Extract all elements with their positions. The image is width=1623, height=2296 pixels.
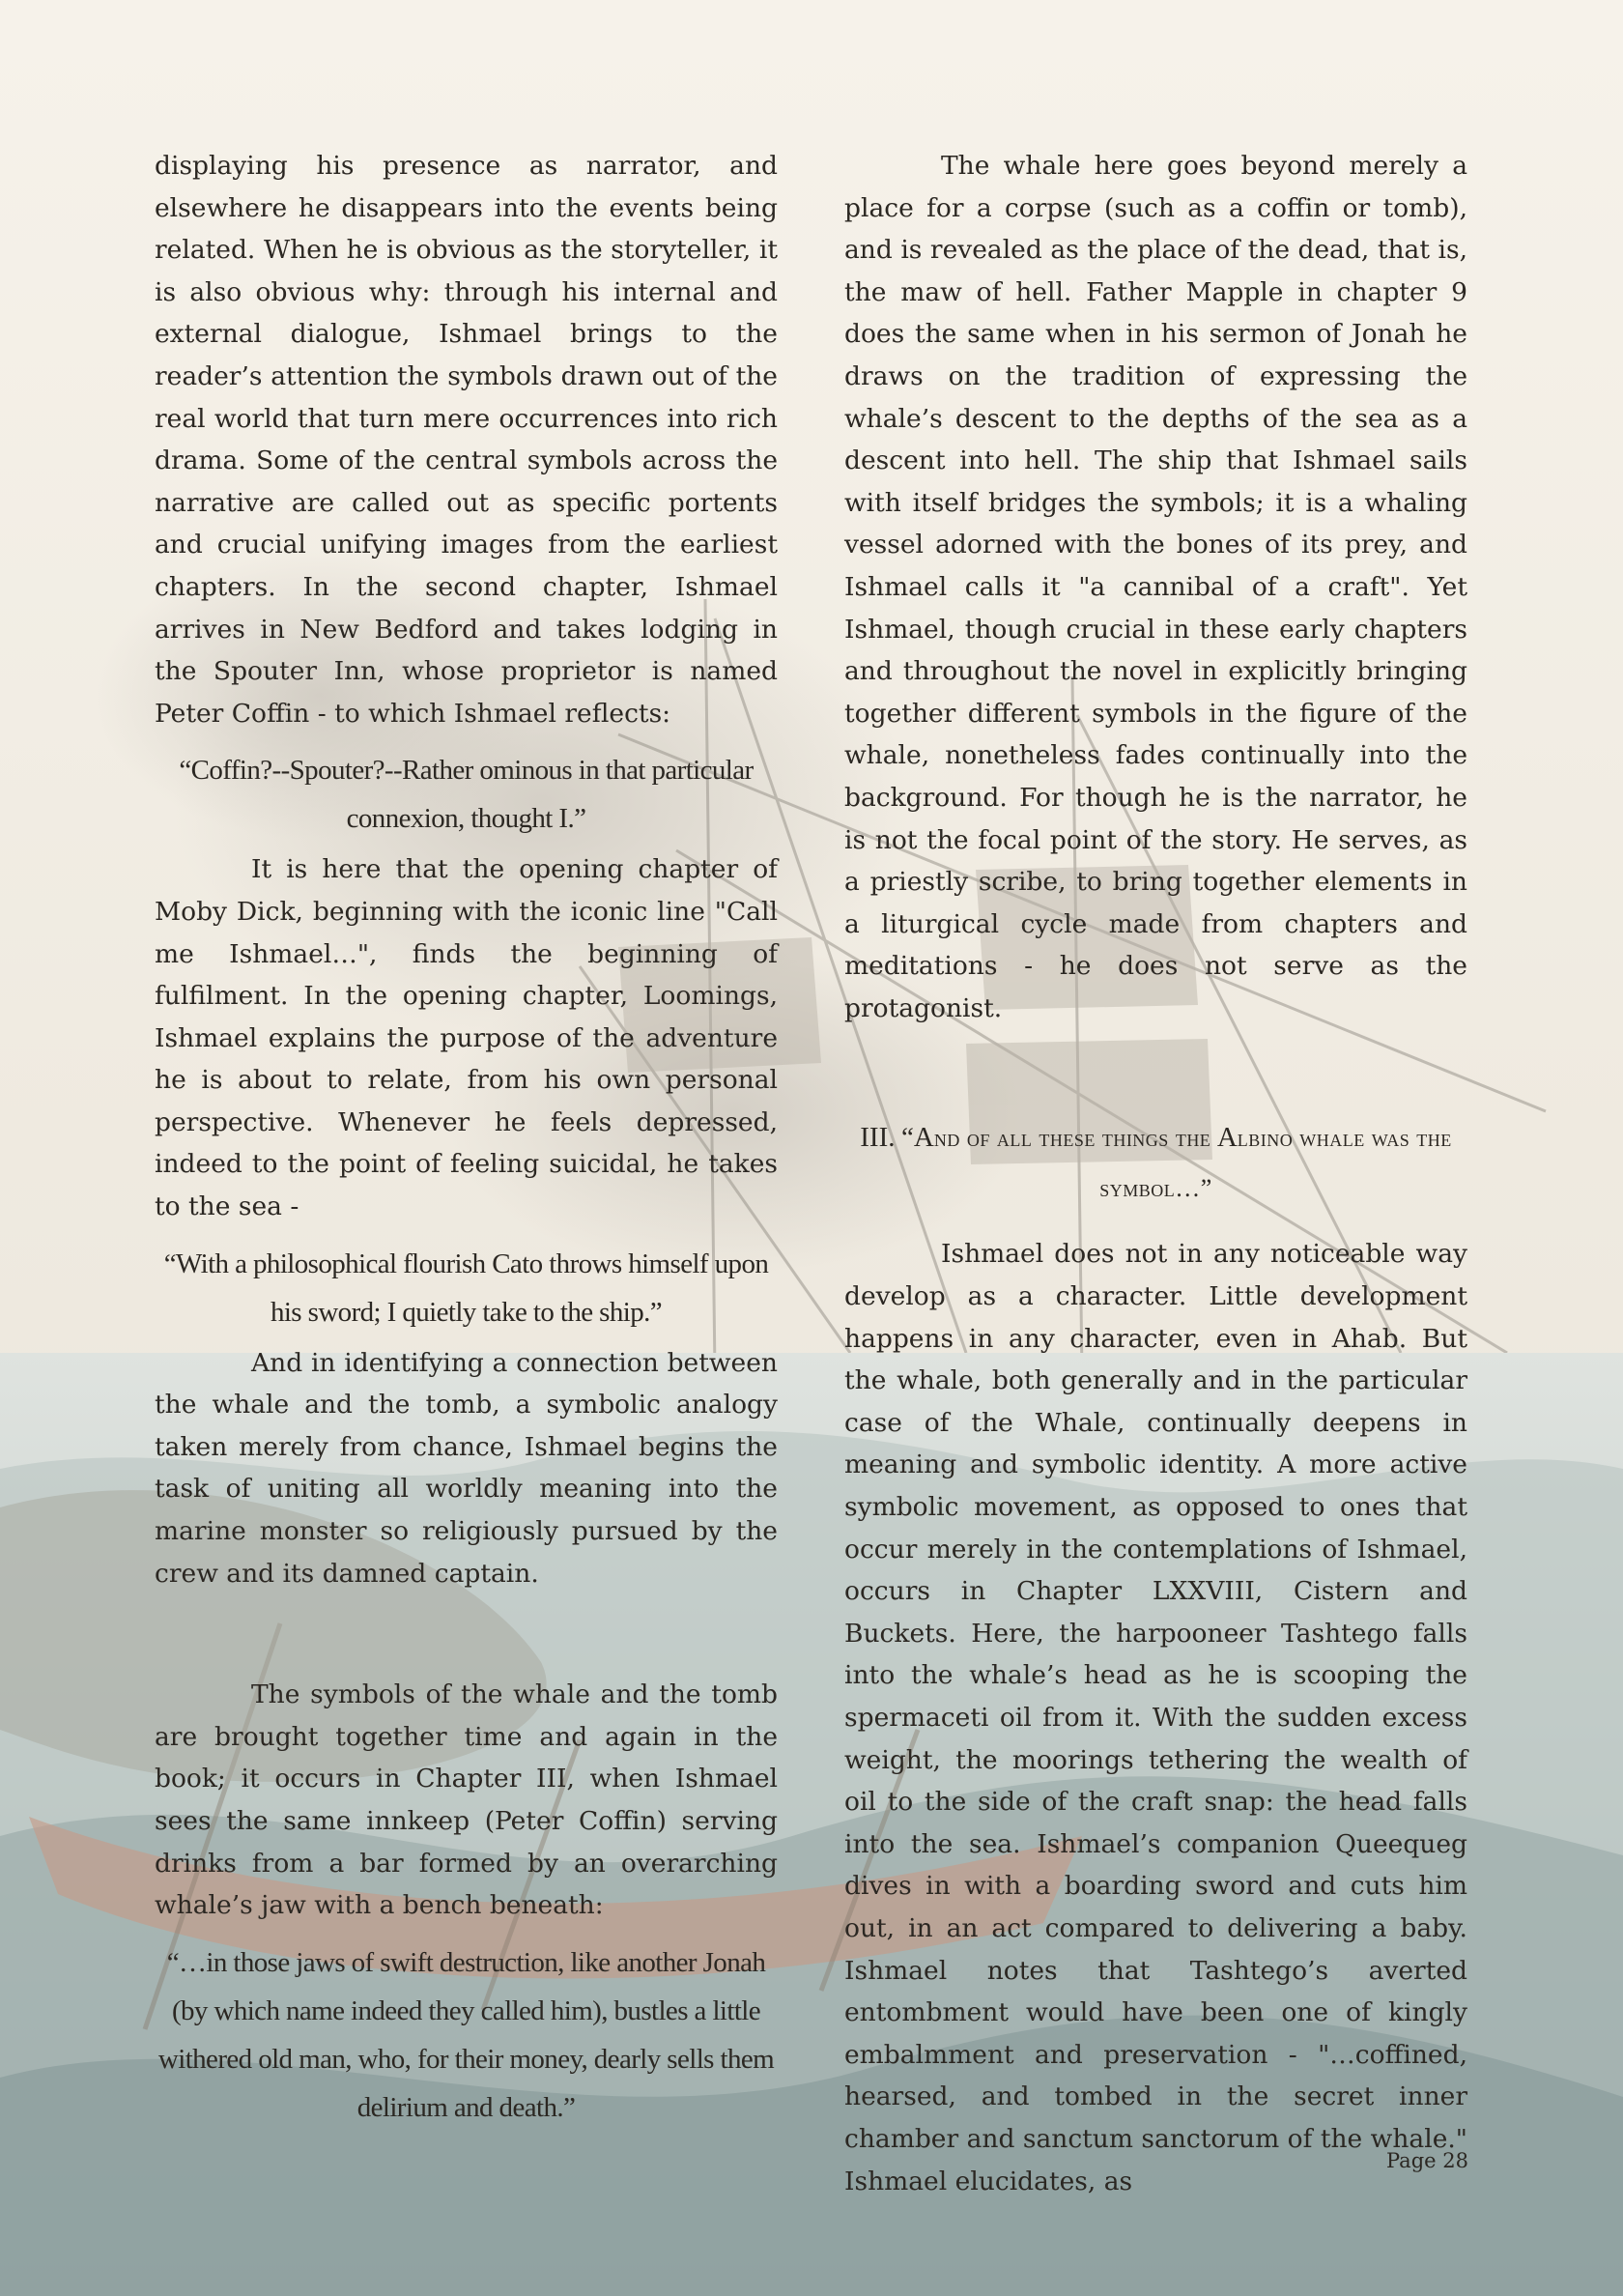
body-paragraph: Ishmael does not in any noticeable way develop as a character. Little development happens in any character, even in Ahab. But the whale, both generally and in the particular case of the Whale, continually deepens in meaning and symbolic identity. A more active symbolic movement, as opposed to ones that occur merely in the contemplations of Ishmael, occurs in Chapter LXXVIII, Cistern and Buckets. Here, the harpooneer Tashtego falls into the whale’s head as he is scooping the spermaceti oil from it. With the sudden excess weight, the moorings tethering the wealth of oil to the side of the craft snap: the head falls into the sea. Ishmael’s companion Queequeg dives in with a boarding sword and cuts him out, in an act compared to delivering a baby. Ishmael notes that Tashtego’s averted entombment would have been one of kingly embalmment and preservation - "…coffined, hearsed, and tombed in the secret inner chamber and sanctum sanctorum of the whale." Ishmael elucidates, as bbox=[844, 1239, 1467, 2196]
heading-capital: A bbox=[1216, 1122, 1238, 1154]
left-column bbox=[155, 145, 778, 2138]
body-paragraph: displaying his presence as narrator, and elsewhere he disappears into the events being related. When he is obvious as the storyteller, it is also obvious why: through his internal and external dialogue, Ishmael brings to the reader’s attention the symbols drawn out of the real world that turn mere occurrences into rich drama. Some of the central symbols across the narrative are called out as specific portents and crucial unifying images from the earliest chapters. In the second chapter, Ishmael arrives in New Bedford and takes lodging in the Spouter Inn, whose proprietor is named Peter Coffin - to which Ishmael reflects: bbox=[155, 151, 778, 729]
paragraph-gap bbox=[155, 1594, 778, 1674]
body-paragraph: The whale here goes beyond merely a place for a corpse (such as a coffin or tomb), and is revealed as the place of the dead, that is, the maw of hell. Father Mapple in chapter 9 does the same when in his sermon of Jonah he draws on the tradition of expressing the whale’s descent to the depths of the sea as a descent into hell. The ship that Ishmael sails with itself bridges the symbols; it is a whaling vessel adorned with the bones of its prey, and Ishmael calls it "a cannibal of a craft". Yet Ishmael, though crucial in these early chapters and throughout the novel in explicitly bringing together different symbols in the figure of the whale, nonetheless fades continually into the background. For though he is the narrator, he is not the focal point of the story. He serves, as a priestly scribe, to bring together elements in a liturgical cycle made from chapters and meditations - he does not serve as the protagonist. bbox=[844, 151, 1467, 1023]
body-paragraph: It is here that the opening chapter of Moby Dick, beginning with the iconic line "Call me Ishmael…", finds the beginning of fulfilment. In the opening chapter, Loomings, Ishmael explains the purpose of the adventure he is about to relate, from his own personal perspective. Whenever he feels depressed, indeed to the point of feeling suicidal, he takes to the sea - bbox=[155, 854, 778, 1222]
section-number: III. bbox=[860, 1122, 896, 1154]
section-heading bbox=[844, 1112, 1467, 1214]
heading-quote-open: “A bbox=[901, 1122, 934, 1154]
body-paragraph: And in identifying a connection between the whale and the tomb, a symbolic analogy taken merely from chance, Ishmael begins the task of uniting all worldly meaning into the marine monster so religiously pursued by the crew and its damned captain. bbox=[155, 1347, 778, 1589]
block-quote: “With a philosophical flourish Cato throws himself upon his sword; I quietly take to the ship.” bbox=[163, 1248, 769, 1328]
body-paragraph: The symbols of the whale and the tomb are brought together time and again in the book; it occurs in Chapter III, when Ishmael sees the same innkeep (Peter Coffin) serving drinks from a bar formed by an overarching whale’s jaw with a bench beneath: bbox=[155, 1679, 778, 1921]
heading-text: lbino whale was the symbol…” bbox=[1099, 1124, 1452, 1203]
page-number: Page 28 bbox=[1386, 2149, 1468, 2172]
block-quote: “Coffin?--Spouter?--Rather ominous in that particular connexion, thought I.” bbox=[179, 755, 754, 835]
heading-text: nd of all these things the bbox=[933, 1124, 1211, 1153]
block-quote: “…in those jaws of swift destruction, like another Jonah (by which name indeed they called him), bustles a little withered old man, who, for their money, dearly sells them delirium and death.” bbox=[157, 1946, 775, 2123]
right-column bbox=[844, 145, 1467, 2202]
